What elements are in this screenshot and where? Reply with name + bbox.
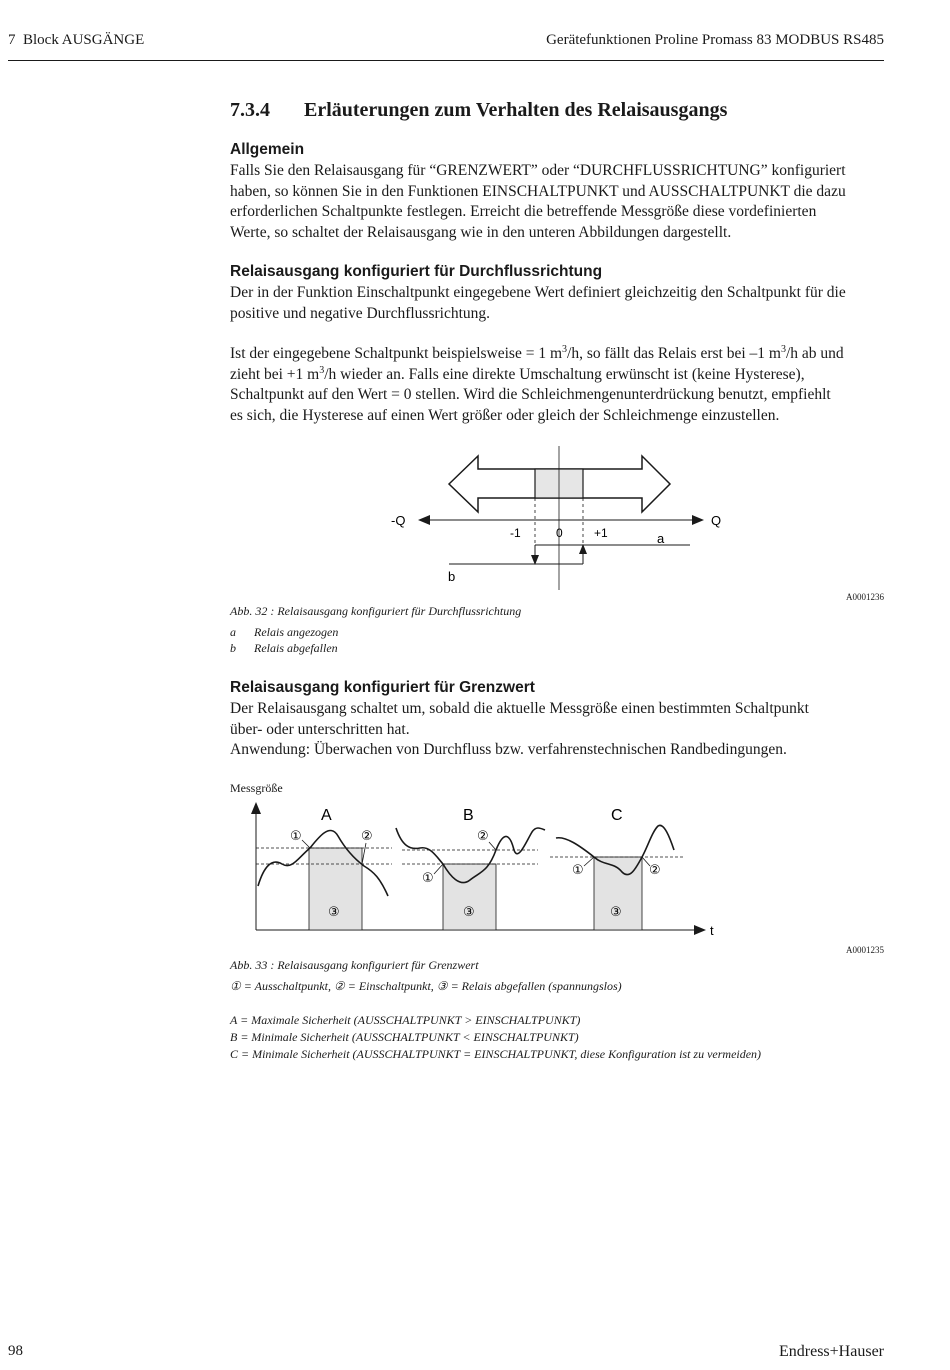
- figure33-caption: Abb. 33 : Relaisausgang konfiguriert für Grenzwert: [230, 958, 479, 972]
- panel-a-marker-2: ②: [361, 828, 373, 843]
- section-title: Erläuterungen zum Verhalten des Relaisausgangs: [304, 99, 728, 121]
- chapter-number: 7: [8, 32, 16, 48]
- legend-row: [230, 624, 338, 640]
- limit-diagram: [228, 796, 728, 944]
- section-number: 7.3.4: [230, 99, 270, 121]
- running-header-left: [8, 32, 144, 49]
- legend-key: b: [230, 641, 236, 655]
- figure32-legend: [230, 624, 338, 656]
- label-a: a: [657, 531, 665, 546]
- general-line: erforderlichen Schaltpunkte festlegen. Erreicht die betreffende Messgröße diese vordefinierten: [230, 203, 817, 220]
- superscript: 3: [319, 364, 325, 376]
- section-heading: [230, 99, 727, 122]
- q-axis-right-arrowhead: [692, 515, 704, 525]
- tick-plus1: +1: [594, 526, 608, 540]
- example-line-2: [230, 365, 844, 386]
- panel-a-marker-1: ①: [290, 828, 302, 843]
- figure32-code: A0001236: [846, 592, 884, 602]
- example-paragraph: [230, 344, 844, 426]
- brand-name: Endress+Hauser: [779, 1343, 884, 1360]
- running-title: Gerätefunktionen Proline Promass 83 MODBUS RS485: [546, 32, 884, 48]
- figure33-notes: [230, 1012, 761, 1063]
- page-number: 98: [8, 1343, 23, 1359]
- general-line: Werte, so schaltet der Relaisausgang wie in den unteren Abbildungen dargestellt.: [230, 223, 732, 241]
- figure32-caption: Abb. 32 : Relaisausgang konfiguriert für Durchflussrichtung: [230, 604, 522, 618]
- legend-key: a: [230, 625, 236, 639]
- limit-paragraph: [230, 699, 809, 761]
- example-line-1: [230, 344, 844, 365]
- label-neg-q: -Q: [391, 513, 406, 528]
- q-axis-left-arrowhead: [418, 515, 430, 525]
- panel-b-relay-off-area: [443, 864, 496, 930]
- figure33-legend: ① = Ausschaltpunkt, ② = Einschaltpunkt, ③ = Relais abgefallen (spannungslos): [230, 979, 622, 993]
- superscript: 3: [562, 343, 568, 355]
- tick-minus1: -1: [510, 526, 521, 540]
- legend-text: Relais angezogen: [254, 625, 339, 639]
- panel-b-label: B: [463, 807, 474, 824]
- panel-c-marker-1: ①: [572, 862, 584, 877]
- example-text: /h, so fällt das Relais erst bei –1 m: [567, 345, 781, 362]
- tick-zero: 0: [556, 526, 563, 540]
- limit-line: über- oder unterschritten hat.: [230, 720, 410, 738]
- example-text: zieht bei +1 m: [230, 365, 320, 383]
- panel-a-leader-1: [302, 840, 310, 848]
- flow-direction-line: positive und negative Durchflussrichtung.: [230, 304, 491, 322]
- label-q: Q: [711, 513, 722, 528]
- example-text: /h wieder an. Falls eine direkte Umschaltung erwünscht ist (keine Hysterese),: [324, 365, 805, 383]
- general-line: Falls Sie den Relaisausgang für “GRENZWERT” oder “DURCHFLUSSRICHTUNG” konfiguriert: [230, 162, 846, 179]
- x-axis-arrowhead: [694, 925, 706, 935]
- panel-c-label: C: [611, 807, 623, 824]
- note-line: B = Minimale Sicherheit (AUSSCHALTPUNKT < EINSCHALTPUNKT): [230, 1030, 579, 1044]
- label-b: b: [448, 569, 456, 584]
- legend-row: [230, 640, 338, 656]
- limit-line: Der Relaisausgang schaltet um, sobald die aktuelle Messgröße einen bestimmten Schaltpunkt: [230, 700, 809, 717]
- header-rule: [8, 60, 884, 61]
- example-line-3: Schaltpunkt auf den Wert = 0 stellen. Wird die Schleichmengenunterdrückung benutzt, empfiehlt: [230, 386, 831, 403]
- legend-text: Relais abgefallen: [254, 641, 338, 655]
- flow-direction-diagram: [380, 440, 740, 590]
- panel-c-marker-3: ③: [610, 904, 622, 919]
- note-line: A = Maximale Sicherheit (AUSSCHALTPUNKT > EINSCHALTPUNKT): [230, 1013, 581, 1027]
- note-line: C = Minimale Sicherheit (AUSSCHALTPUNKT = EINSCHALTPUNKT, diese Konfiguration ist zu vermeiden): [230, 1047, 762, 1061]
- figure33-y-label: Messgröße: [230, 781, 283, 795]
- general-line: haben, so können Sie in den Funktionen EINSCHALTPUNKT und AUSSCHALTPUNKT die dazu: [230, 182, 846, 200]
- general-paragraph: [230, 161, 846, 243]
- panel-b-leader-2: [489, 842, 496, 850]
- panel-a-label: A: [321, 807, 332, 824]
- example-text: /h ab und: [785, 345, 844, 362]
- panel-c-marker-2: ②: [649, 862, 661, 877]
- panel-a-leader-2: [362, 843, 366, 864]
- panel-b-marker-3: ③: [463, 904, 475, 919]
- chapter-title: Block AUSGÄNGE: [23, 32, 145, 48]
- limit-heading: Relaisausgang konfiguriert für Grenzwert: [230, 679, 535, 696]
- panel-b-marker-2: ②: [477, 828, 489, 843]
- example-line-4: es sich, die Hysterese auf einen Wert größer oder gleich der Schleichmenge einzustellen.: [230, 406, 780, 424]
- flow-direction-line: Der in der Funktion Einschaltpunkt eingegebene Wert definiert gleichzeitig den Schaltpunkt für die: [230, 284, 846, 301]
- general-heading: Allgemein: [230, 141, 305, 158]
- limit-line: Anwendung: Überwachen von Durchfluss bzw. verfahrenstechnischen Randbedingungen.: [230, 741, 787, 758]
- y-axis-arrowhead: [251, 802, 261, 814]
- figure33-code: A0001235: [846, 945, 884, 955]
- panel-b-marker-1: ①: [422, 870, 434, 885]
- example-text: Ist der eingegebene Schaltpunkt beispielsweise = 1 m: [230, 345, 563, 362]
- flow-direction-paragraph: [230, 283, 846, 324]
- x-axis-label: t: [710, 923, 714, 938]
- panel-a-marker-3: ③: [328, 904, 340, 919]
- panel-b-leader-1: [434, 864, 443, 874]
- superscript: 3: [780, 343, 786, 355]
- flow-direction-heading: Relaisausgang konfiguriert für Durchflussrichtung: [230, 263, 603, 280]
- panel-c-leader-1: [584, 857, 594, 866]
